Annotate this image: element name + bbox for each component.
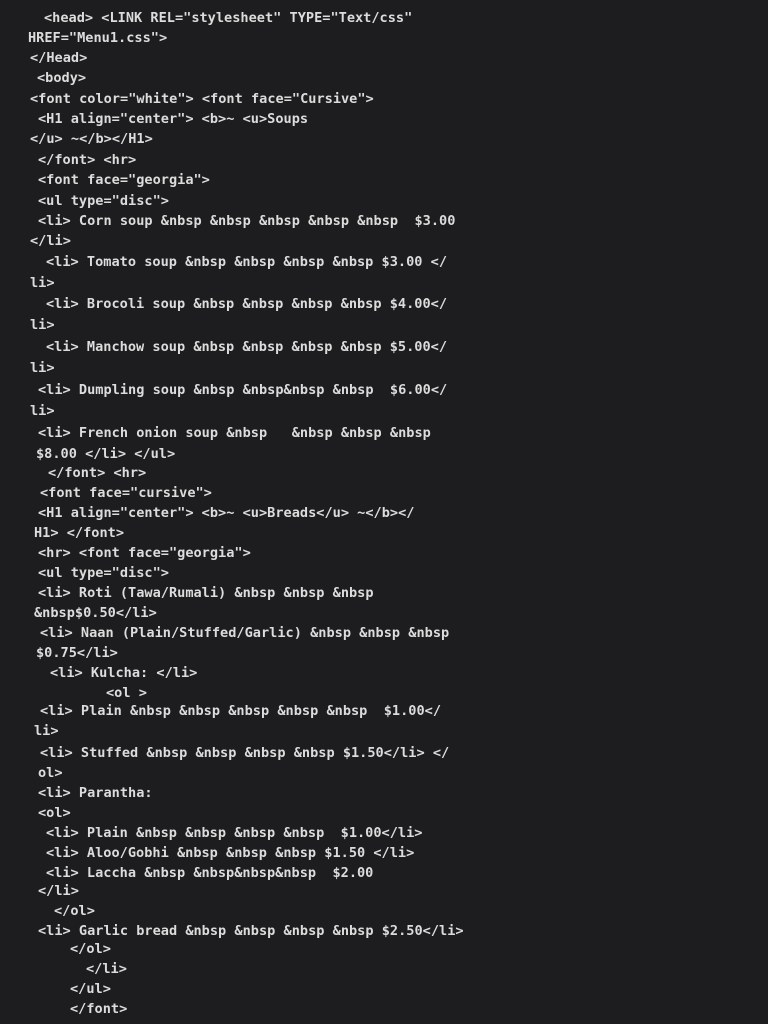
code-line: <li> Brocoli soup &nbsp &nbsp &nbsp &nbsp $4.00</ [46,296,448,312]
code-line: <li> Garlic bread &nbsp &nbsp &nbsp &nbsp $2.50</li> [38,923,464,939]
code-line: <ul type="disc"> [38,193,169,209]
code-line: <font face="georgia"> [38,172,210,188]
code-line: $8.00 </li> </ul> [36,446,176,462]
code-line: </ul> [70,981,111,997]
code-line: <li> Naan (Plain/Stuffed/Garlic) &nbsp &nbsp &nbsp [40,625,450,641]
code-line: </u> ~</b></H1> [30,131,153,147]
code-line: <font color="white"> <font face="Cursive"> [30,91,374,107]
code-line: &nbsp$0.50</li> [34,605,157,621]
code-line: <li> Plain &nbsp &nbsp &nbsp &nbsp &nbsp $1.00</ [40,703,442,719]
code-line: <H1 align="center"> <b>~ <u>Breads</u> ~</b></ [38,505,415,521]
code-line: $0.75</li> [36,645,118,661]
code-line: <li> Parantha: [38,785,153,801]
code-line: </font> <hr> [38,152,137,168]
code-line: </ol> [54,903,95,919]
code-line: </li> [86,961,127,977]
code-line: <li> Kulcha: </li> [50,665,198,681]
code-line: </li> [30,233,71,249]
code-line: li> [30,403,55,419]
code-line: <ol> [38,805,71,821]
code-line: </font> [70,1001,128,1017]
code-line: <H1 align="center"> <b>~ <u>Soups [38,111,309,127]
code-line: li> [34,723,59,739]
code-line: <head> <LINK REL="stylesheet" TYPE="Text/css" [44,10,413,26]
code-line: <li> Laccha &nbsp &nbsp&nbsp&nbsp $2.00 [46,865,374,881]
code-line: <body> [37,70,87,86]
code-line: <hr> <font face="georgia"> [38,545,251,561]
code-line: li> [30,360,55,376]
code-line: HREF="Menu1.css"> [28,30,168,46]
code-line: <li> Manchow soup &nbsp &nbsp &nbsp &nbsp $5.00</ [46,339,448,355]
code-line: <li> French onion soup &nbsp &nbsp &nbsp &nbsp [38,425,431,441]
code-line: <ol > [106,685,147,701]
code-line: </li> [38,883,79,899]
code-line: <li> Aloo/Gobhi &nbsp &nbsp &nbsp $1.50 </li> [46,845,415,861]
code-line: ol> [38,765,63,781]
code-line: <li> Roti (Tawa/Rumali) &nbsp &nbsp &nbsp [38,585,374,601]
code-line: </ol> [70,941,111,957]
code-line: <li> Corn soup &nbsp &nbsp &nbsp &nbsp &nbsp $3.00 [38,213,456,229]
code-line: </font> <hr> [48,465,147,481]
code-line: <font face="cursive"> [40,485,212,501]
code-line: <li> Stuffed &nbsp &nbsp &nbsp &nbsp $1.50</li> </ [40,745,450,761]
code-line: <ul type="disc"> [38,565,169,581]
code-line: <li> Plain &nbsp &nbsp &nbsp &nbsp $1.00</li> [46,825,423,841]
code-line: <li> Tomato soup &nbsp &nbsp &nbsp &nbsp $3.00 </ [46,254,448,270]
code-line: </Head> [30,50,88,66]
code-line: li> [30,275,55,291]
code-line: <li> Dumpling soup &nbsp &nbsp&nbsp &nbsp $6.00</ [38,382,448,398]
code-line: H1> </font> [34,525,125,541]
code-line: li> [30,317,55,333]
